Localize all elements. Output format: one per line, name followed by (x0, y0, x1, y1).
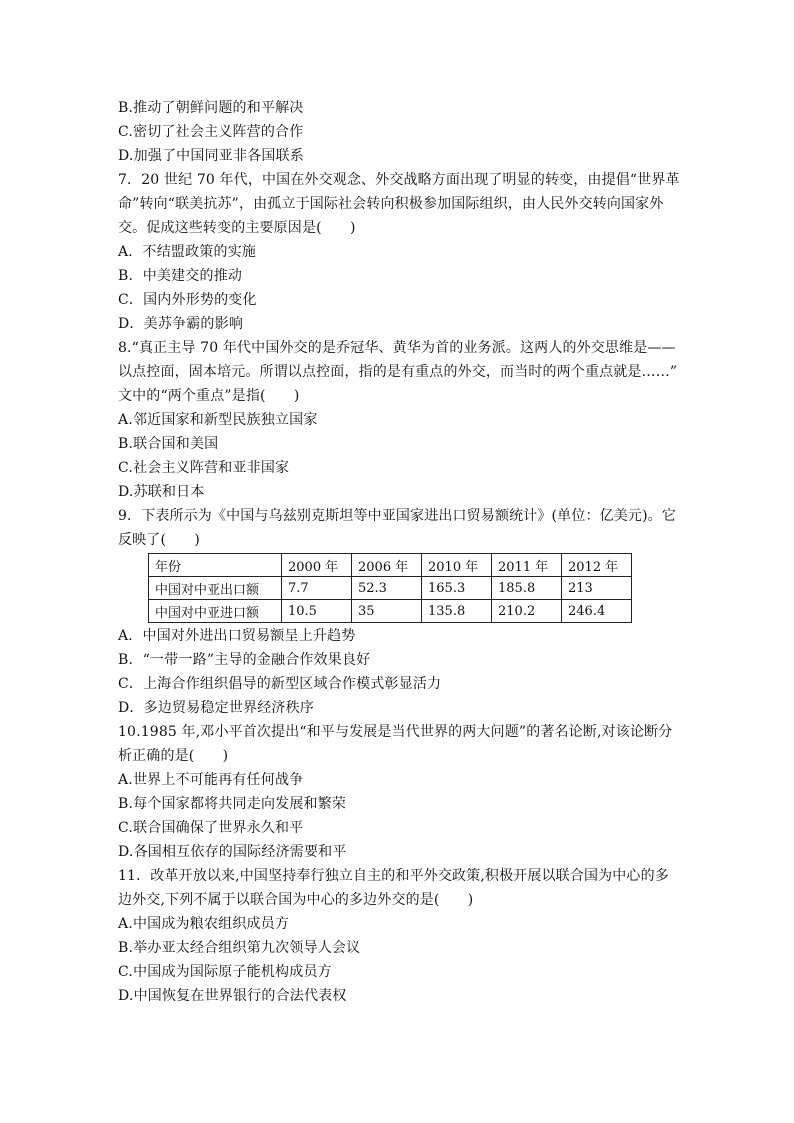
question-7 (118, 168, 678, 336)
q9-option-b: B．“一带一路”主导的金融合作效果良好 (118, 652, 371, 668)
trade-statistics-table (148, 553, 632, 623)
table-cell: 213 (562, 577, 632, 600)
q7-stem-line-1: 7．20 世纪 70 年代，中国在外交观念、外交战略方面出现了明显的转变，由提倡“世界革 (118, 172, 680, 188)
q7-option-d: D．美苏争霸的影响 (118, 316, 244, 332)
q6-option-d: D.加强了中国同亚非各国联系 (118, 148, 304, 164)
q10-option-d: D.各国相互依存的国际经济需要和平 (118, 844, 347, 860)
table-cell: 中国对中亚进口额 (149, 600, 282, 623)
table-cell: 35 (352, 600, 422, 623)
table-header-cell: 2006 年 (352, 554, 422, 577)
q6-option-b: B.推动了朝鲜问题的和平解决 (118, 100, 304, 116)
table-cell: 135.8 (422, 600, 492, 623)
q10-option-b: B.每个国家都将共同走向发展和繁荣 (118, 796, 347, 812)
q9-stem-line-2: 反映了( ) (118, 532, 200, 548)
q8-option-a: A.邻近国家和新型民族独立国家 (118, 412, 318, 428)
exam-page (118, 96, 678, 1008)
question-6-options (118, 96, 678, 168)
question-10 (118, 720, 678, 864)
q8-option-c: C.社会主义阵营和亚非国家 (118, 460, 290, 476)
q9-stem-line-1: 9．下表所示为《中国与乌兹别克斯坦等中亚国家进出口贸易额统计》(单位：亿美元)。它 (118, 508, 676, 524)
table-header-cell: 2011 年 (492, 554, 562, 577)
question-9 (118, 504, 678, 720)
q10-stem-line-2: 析正确的是( ) (118, 748, 229, 764)
table-row (149, 600, 632, 623)
table-cell: 52.3 (352, 577, 422, 600)
q7-option-c: C．国内外形势的变化 (118, 292, 257, 308)
q8-option-b: B.联合国和美国 (118, 436, 219, 452)
table-cell: 7.7 (282, 577, 352, 600)
q8-option-d: D.苏联和日本 (118, 484, 205, 500)
table-cell: 165.3 (422, 577, 492, 600)
q10-option-a: A.世界上不可能再有任何战争 (118, 772, 304, 788)
q8-stem-line-3: 文中的“两个重点”是指( ) (118, 388, 300, 404)
table-cell: 中国对中亚出口额 (149, 577, 282, 600)
q7-option-b: B．中美建交的推动 (118, 268, 243, 284)
q8-stem-line-1: 8.“真正主导 70 年代中国外交的是乔冠华、黄华为首的业务派。这两人的外交思维是—— (118, 340, 676, 356)
table-header-cell: 2010 年 (422, 554, 492, 577)
q11-option-b: B.举办亚太经合组织第九次领导人会议 (118, 940, 361, 956)
q7-option-a: A．不结盟政策的实施 (118, 244, 257, 260)
table-cell: 246.4 (562, 600, 632, 623)
q7-stem-line-3: 交。促成这些转变的主要原因是( ) (118, 220, 356, 236)
q9-option-c: C．上海合作组织倡导的新型区域合作模式彰显活力 (118, 676, 442, 692)
q10-option-c: C.联合国确保了世界永久和平 (118, 820, 304, 836)
q11-stem-line-1: 11．改革开放以来,中国坚持奉行独立自主的和平外交政策,积极开展以联合国为中心的多 (118, 868, 669, 884)
table-header-cell: 2012 年 (562, 554, 632, 577)
q11-option-d: D.中国恢复在世界银行的合法代表权 (118, 988, 347, 1004)
table-row (149, 577, 632, 600)
q9-option-d: D．多边贸易稳定世界经济秩序 (118, 700, 315, 716)
question-8 (118, 336, 678, 504)
q11-stem-line-2: 边外交,下列不属于以联合国为中心的多边外交的是( ) (118, 892, 474, 908)
table-header-cell: 2000 年 (282, 554, 352, 577)
table-cell: 10.5 (282, 600, 352, 623)
q6-option-c: C.密切了社会主义阵营的合作 (118, 124, 304, 140)
table-cell: 185.8 (492, 577, 562, 600)
q9-option-a: A．中国对外进出口贸易额呈上升趋势 (118, 628, 356, 644)
table-header-row (149, 554, 632, 577)
q10-stem-line-1: 10.1985 年,邓小平首次提出“和平与发展是当代世界的两大问题”的著名论断,对该论断分 (118, 724, 673, 740)
q11-option-a: A.中国成为粮农组织成员方 (118, 916, 290, 932)
question-11 (118, 864, 678, 1008)
q7-stem-line-2: 命”转向“联美抗苏”，由孤立于国际社会转向积极参加国际组织，由人民外交转向国家外 (118, 196, 664, 212)
q11-option-c: C.中国成为国际原子能机构成员方 (118, 964, 332, 980)
q8-stem-line-2: 以点控面，固本培元。所谓以点控面，指的是有重点的外交，而当时的两个重点就是……” (118, 364, 678, 380)
table-cell: 210.2 (492, 600, 562, 623)
table-header-cell: 年份 (149, 554, 282, 577)
